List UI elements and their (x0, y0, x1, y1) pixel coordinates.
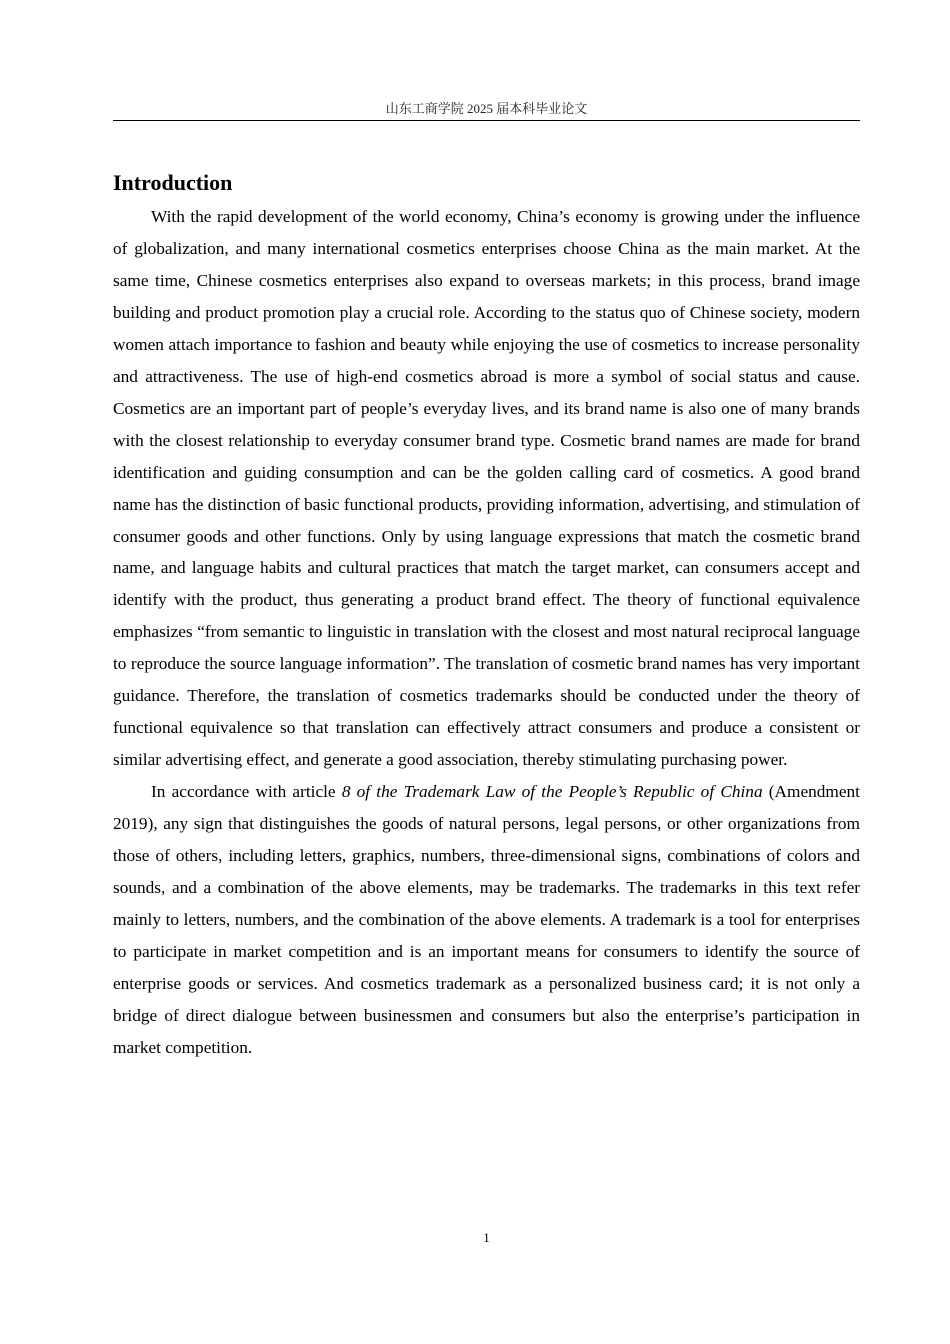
paragraph-2 (113, 776, 860, 1064)
paragraph-2-lead: In accordance with article (151, 782, 342, 802)
section-title: Introduction (113, 170, 233, 195)
running-header: 山东工商学院 2025 届本科毕业论文 (385, 101, 588, 116)
body-text (113, 201, 860, 1064)
header-divider (113, 120, 860, 121)
page-number: 1 (483, 1230, 490, 1245)
paragraph-1: With the rapid development of the world economy, China’s economy is growing under the influence of globalization, and many international cosmetics enterprises choose China as the main market. At the same time, Chinese cosmetics enterprises also expand to overseas markets; in this process, brand image building and product promotion play a crucial role. According to the status quo of Chinese society, modern women attach importance to fashion and beauty while enjoying the use of cosmetics to increase personality and attractiveness. The use of high-end cosmetics abroad is more a symbol of social status and cause. Cosmetics are an important part of people’s everyday lives, and its brand name is also one of many brands with the closest relationship to everyday consumer brand type. Cosmetic brand names are made for brand identification and guiding consumption and can be the golden calling card of cosmetics. A good brand name has the distinction of basic functional products, providing information, advertising, and stimulation of consumer goods and other functions. Only by using language expressions that match the cosmetic brand name, and language habits and cultural practices that match the target market, can consumers accept and identify with the product, thus generating a product brand effect. The theory of functional equivalence emphasizes “from semantic to linguistic in translation with the closest and most natural reciprocal language to reproduce the source language information”. The translation of cosmetic brand names has very important guidance. Therefore, the translation of cosmetics trademarks should be conducted under the theory of functional equivalence so that translation can effectively attract consumers and produce a consistent or similar advertising effect, and generate a good association, thereby stimulating purchasing power. (113, 207, 860, 770)
paragraph-2-rest: (Amendment 2019), any sign that distinguishes the goods of natural persons, legal persons, or other organizations from those of others, including letters, graphics, numbers, three-dimensional signs, combinations of colors and sounds, and a combination of the above elements, may be trademarks. The trademarks in this text refer mainly to letters, numbers, and the combination of the above elements. A trademark is a tool for enterprises to participate in market competition and is an important means for consumers to identify the source of enterprise goods or services. And cosmetics trademark as a personalized business card; it is not only a bridge of direct dialogue between businessmen and consumers but also the enterprise’s participation in market competition. (113, 782, 860, 1057)
law-citation: 8 of the Trademark Law of the People’s Republic of China (341, 782, 763, 802)
